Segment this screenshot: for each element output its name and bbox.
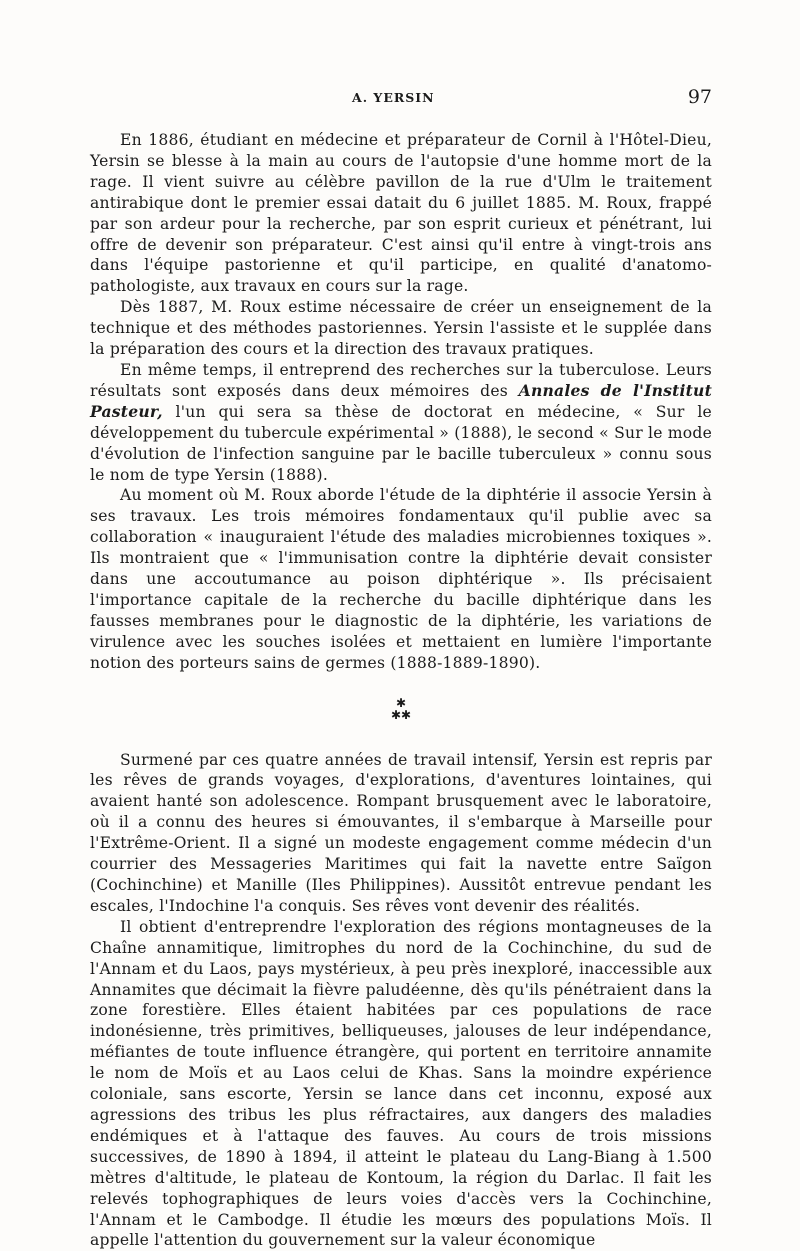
- running-head-author: A. YERSIN: [352, 90, 435, 105]
- paragraph: Il obtient d'entreprendre l'exploration des régions montagneuses de la Chaîne annamitique, limitrophes du nord de la Cochinchine, du sud de l'Annam et du Laos, pays mystérieux, à peu près inexploré, inaccessible aux Annamites que décimait la fièvre paludéenne, dès qu'ils pénétraient dans la zone forestière. Elles étaient habitées par ces populations de race indonésienne, très primitives, belliqueuses, jalouses de leur indépendance, méfiantes de toute influence étrangère, qui portent en territoire annamite le nom de Moïs et au Laos celui de Khas. Sans la moindre expérience coloniale, sans escorte, Yersin se lance dans cet inconnu, exposé aux agressions des tribus les plus réfractaires, aux dangers des maladies endémiques et à l'attaque des fauves. Au cours de trois missions successives, de 1890 à 1894, il atteint le plateau du Lang-Biang à 1.500 mètres d'altitude, le plateau de Kontoum, la région du Darlac. Il fait les relevés tophographiques de leurs voies d'accès vers la Cochinchine, l'Annam et le Cambodge. Il étudie les mœurs des populations Moïs. Il appelle l'attention du gouvernement sur la valeur économique: [90, 917, 712, 1250]
- page-number: 97: [687, 86, 712, 108]
- paragraph: Dès 1887, M. Roux estime nécessaire de créer un enseignement de la technique et des méthodes pastoriennes. Yersin l'assiste et le supplée dans la préparation des cours et la direction des travaux pratiques.: [90, 298, 712, 359]
- svg-text:✱: ✱: [391, 707, 402, 722]
- running-head: [90, 86, 712, 116]
- page: [90, 86, 712, 1251]
- paragraph: Surmené par ces quatre années de travail intensif, Yersin est repris par les rêves de grands voyages, d'explorations, d'aventures lointaines, qui avaient hanté son adolescence. Rompant brusquement avec le laboratoire, où il a connu des heures si émouvantes, il s'embarque à Marseille pour l'Extrême-Orient. Il a signé un modeste engagement comme médecin d'un courrier des Messageries Maritimes qui fait la navette entre Saïgon (Cochinchine) et Manille (Iles Philippines). Aussitôt entrevue pendant les escales, l'Indochine l'a conquis. Ses rêves vont devenir des réalités.: [90, 750, 712, 915]
- paragraph: En 1886, étudiant en médecine et préparateur de Cornil à l'Hôtel-Dieu, Yersin se blesse à la main au cours de l'autopsie d'une homme mort de la rage. Il vient suivre au célèbre pavillon de la rue d'Ulm le traitement antirabique dont le premier essai datait du 6 juillet 1885. M. Roux, frappé par son ardeur pour la recherche, par son esprit curieux et pénétrant, lui offre de devenir son préparateur. C'est ainsi qu'il entre à vingt-trois ans dans l'équipe pastorienne et qu'il participe, en qualité d'anatomo-pathologiste, aux travaux en cours sur la rage.: [90, 131, 712, 296]
- svg-text:✱: ✱: [395, 695, 407, 710]
- journal-title: Annales de l'Institut Pasteur,: [90, 380, 712, 421]
- svg-text:✱: ✱: [400, 707, 411, 722]
- asterism-divider: [90, 696, 712, 726]
- asterism-icon: [391, 696, 411, 722]
- body-text: [90, 130, 712, 1251]
- paragraph-text: En même temps, il entreprend des recherches sur la tuberculose. Leurs résultats sont exposés dans deux mémoires des: [90, 360, 712, 400]
- paragraph: [90, 360, 712, 485]
- section-two: [90, 750, 712, 1251]
- paragraph-text: l'un qui sera sa thèse de doctorat en médecine, « Sur le développement du tubercule expérimental » (1888), le second « Sur le mode d'évolution de l'infection sanguine par le bacille tuberculeux » connu sous le nom de type Yersin (1888).: [90, 402, 712, 484]
- paragraph: Au moment où M. Roux aborde l'étude de la diphtérie il associe Yersin à ses travaux. Les trois mémoires fondamentaux qu'il publie avec sa collaboration « inauguraient l'étude des maladies microbiennes toxiques ». Ils montraient que « l'immunisation contre la diphtérie devait consister dans une accoutumance au poison diphtérique ». Ils précisaient l'importance capitale de la recherche du bacille diphtérique dans les fausses membranes pour le diagnostic de la diphtérie, les variations de virulence avec les souches isolées et mettaient en lumière l'importante notion des porteurs sains de germes (1888-1889-1890).: [90, 486, 712, 672]
